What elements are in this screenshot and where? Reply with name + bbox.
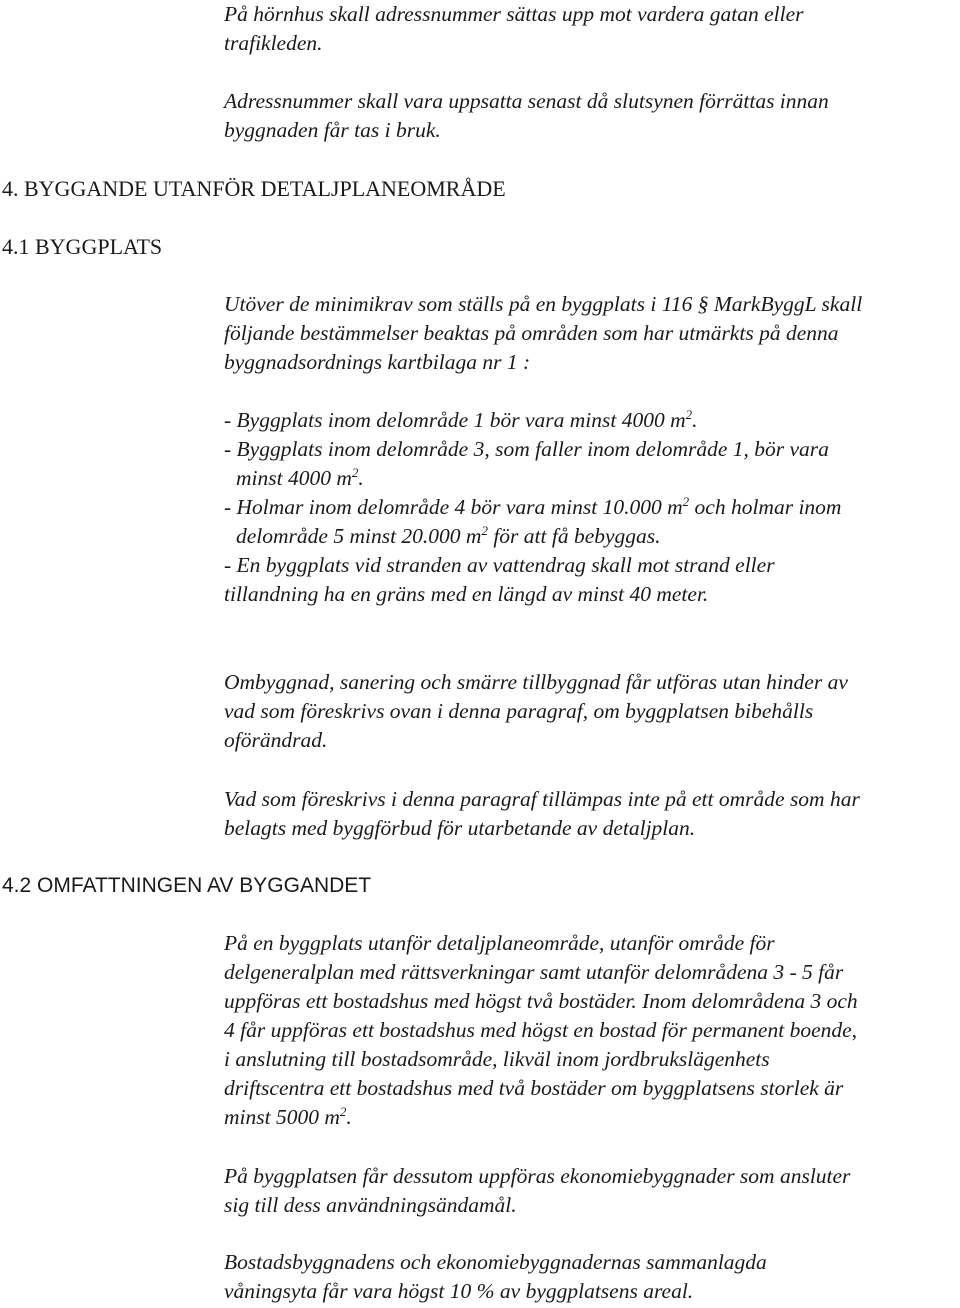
text-line: uppföras ett bostadshus med högst två bostäder. Inom delområdena 3 och [224, 989, 858, 1013]
text-run: minst 5000 m [224, 1105, 340, 1129]
text-line: Bostadsbyggnadens och ekonomiebyggnadernas sammanlagda [224, 1250, 767, 1274]
text-line: oförändrad. [224, 728, 328, 752]
text-run: minst 4000 m [236, 466, 352, 490]
section-4-heading: 4. BYGGANDE UTANFÖR DETALJPLANEOMRÅDE [2, 176, 506, 201]
text-line: På byggplatsen får dessutom uppföras ekonomiebyggnader som ansluter [224, 1164, 851, 1188]
text-line: delgeneralplan med rättsverkningar samt utanför delområdena 3 - 5 får [224, 960, 844, 984]
text-line: Utöver de minimikrav som ställs på en byggplats i 116 § MarkByggL skall [224, 292, 863, 316]
intro-paragraph-address-numbers [224, 87, 954, 145]
text-run: för att få bebyggas. [487, 524, 661, 548]
text-line: driftscentra ett bostadshus med två bostäder om byggplatsens storlek är [224, 1076, 844, 1100]
text-line: tillandning ha en gräns med en längd av minst 40 meter. [224, 582, 709, 606]
text-line: våningsyta får vara högst 10 % av byggplatsens areal. [224, 1279, 694, 1303]
text-line: 4 får uppföras ett bostadshus med högst en bostad för permanent boende, [224, 1018, 858, 1042]
text-line: - Byggplats inom delområde 3, som faller inom delområde 1, bör vara [224, 437, 829, 461]
rebuild-paragraph [224, 668, 954, 755]
text-run: och holmar inom [689, 495, 842, 519]
superscript: 2 [339, 1103, 347, 1119]
text-run: - Byggplats inom delområde 1 bör vara minst 4000 m [224, 408, 686, 432]
text-line: följande bestämmelser beaktas på områden som har utmärkts på denna [224, 321, 839, 345]
requirements-list [224, 406, 954, 609]
superscript: 2 [685, 406, 693, 422]
floor-area-paragraph [224, 1248, 954, 1306]
text-line: sig till dess användningsändamål. [224, 1193, 517, 1217]
text-line: byggnadsordnings kartbilaga nr 1 : [224, 350, 531, 374]
text-line: Adressnummer skall vara uppsatta senast då slutsynen förrättas innan [224, 89, 829, 113]
building-ban-paragraph [224, 785, 954, 843]
section-4-1-lead-paragraph [224, 290, 954, 377]
superscript: 2 [481, 522, 488, 538]
list-item [224, 406, 954, 435]
text-line: trafikleden. [224, 31, 323, 55]
text-line: På hörnhus skall adressnummer sättas upp mot vardera gatan eller [224, 2, 804, 26]
section-4-2-heading: 4.2 OMFATTNINGEN AV BYGGANDET [2, 874, 372, 897]
text-line: Ombyggnad, sanering och smärre tillbyggnad får utföras utan hinder av [224, 670, 848, 694]
intro-paragraph-corner-houses [224, 0, 954, 58]
text-line: i anslutning till bostadsområde, likväl inom jordbrukslägenhets [224, 1047, 770, 1071]
text-run: . [358, 466, 364, 490]
text-run: delområde 5 minst 20.000 m [236, 524, 482, 548]
superscript: 2 [682, 493, 690, 509]
section-4-1-heading: 4.1 BYGGPLATS [2, 234, 163, 259]
text-line: - En byggplats vid stranden av vattendrag skall mot strand eller [224, 553, 775, 577]
outbuildings-paragraph [224, 1162, 954, 1220]
text-run: - Holmar inom delområde 4 bör vara minst 10.000 m [224, 495, 683, 519]
text-line: byggnaden får tas i bruk. [224, 118, 441, 142]
extent-paragraph [224, 929, 954, 1132]
text-line: belagts med byggförbud för utarbetande av detaljplan. [224, 816, 696, 840]
text-line: På en byggplats utanför detaljplaneområde, utanför område för [224, 931, 775, 955]
text-run: . [346, 1105, 352, 1129]
superscript: 2 [351, 464, 359, 480]
text-line: Vad som föreskrivs i denna paragraf tillämpas inte på ett område som har [224, 787, 860, 811]
text-line: vad som föreskrivs ovan i denna paragraf, om byggplatsen bibehålls [224, 699, 814, 723]
list-item [224, 493, 954, 551]
text-run: . [692, 408, 698, 432]
list-item [224, 435, 954, 493]
list-item [224, 551, 954, 609]
